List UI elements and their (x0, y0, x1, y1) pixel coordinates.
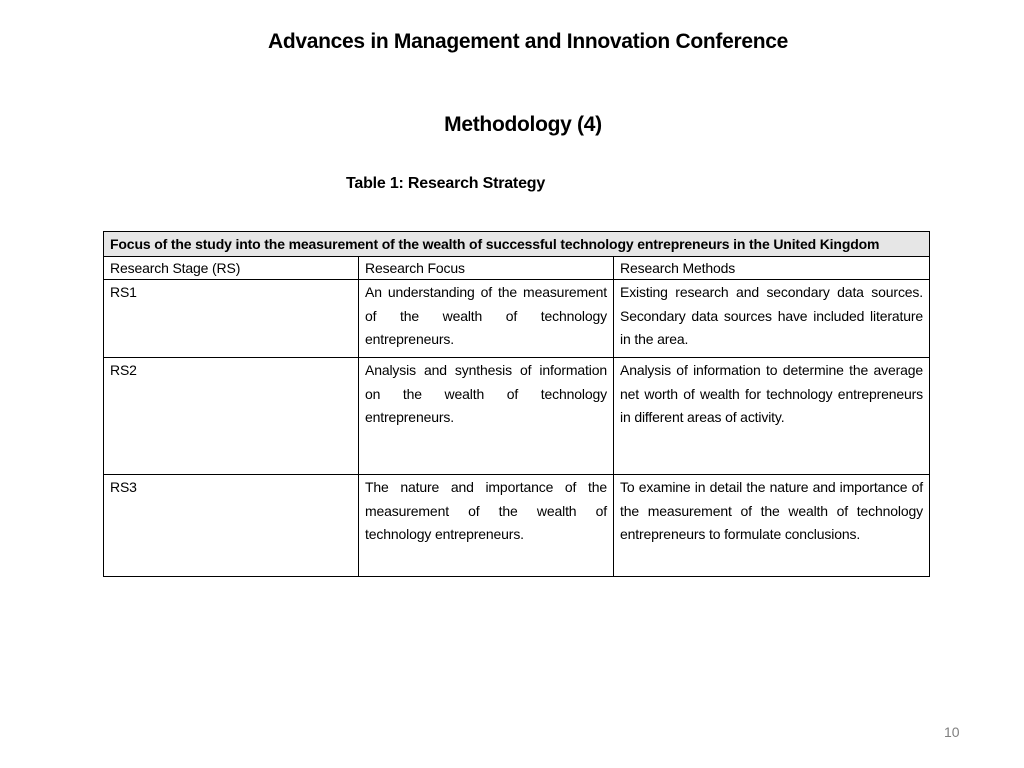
column-header-focus: Research Focus (359, 257, 614, 280)
table-row (104, 280, 930, 358)
column-header-methods: Research Methods (614, 257, 930, 280)
table-caption: Table 1: Research Strategy (346, 175, 546, 192)
stage-cell: RS2 (104, 358, 359, 475)
focus-cell: An understanding of the measurement of the wealth of technology entrepreneurs. (359, 280, 614, 358)
stage-cell: RS3 (104, 475, 359, 577)
column-header-stage: Research Stage (RS) (104, 257, 359, 280)
methods-cell: Analysis of information to determine the average net worth of wealth for technology entrepreneurs in different areas of activity. (614, 358, 930, 475)
stage-cell: RS1 (104, 280, 359, 358)
table-row (104, 475, 930, 577)
section-heading: Methodology (4) (444, 113, 602, 136)
table-row (104, 358, 930, 475)
methods-cell: Existing research and secondary data sources. Secondary data sources have included literature in the area. (614, 280, 930, 358)
table-heading-cell: Focus of the study into the measurement of the wealth of successful technology entrepreneurs in the United Kingdom (104, 232, 930, 257)
focus-cell: The nature and importance of the measurement of the wealth of technology entrepreneurs. (359, 475, 614, 577)
methods-cell: To examine in detail the nature and importance of the measurement of the wealth of technology entrepreneurs to formulate conclusions. (614, 475, 930, 577)
table-heading-row (104, 232, 930, 257)
table-header-row (104, 257, 930, 280)
page-number: 10 (944, 724, 960, 740)
research-strategy-table (103, 231, 930, 577)
focus-cell: Analysis and synthesis of information on the wealth of technology entrepreneurs. (359, 358, 614, 475)
slide-title: Advances in Management and Innovation Conference (267, 30, 789, 53)
